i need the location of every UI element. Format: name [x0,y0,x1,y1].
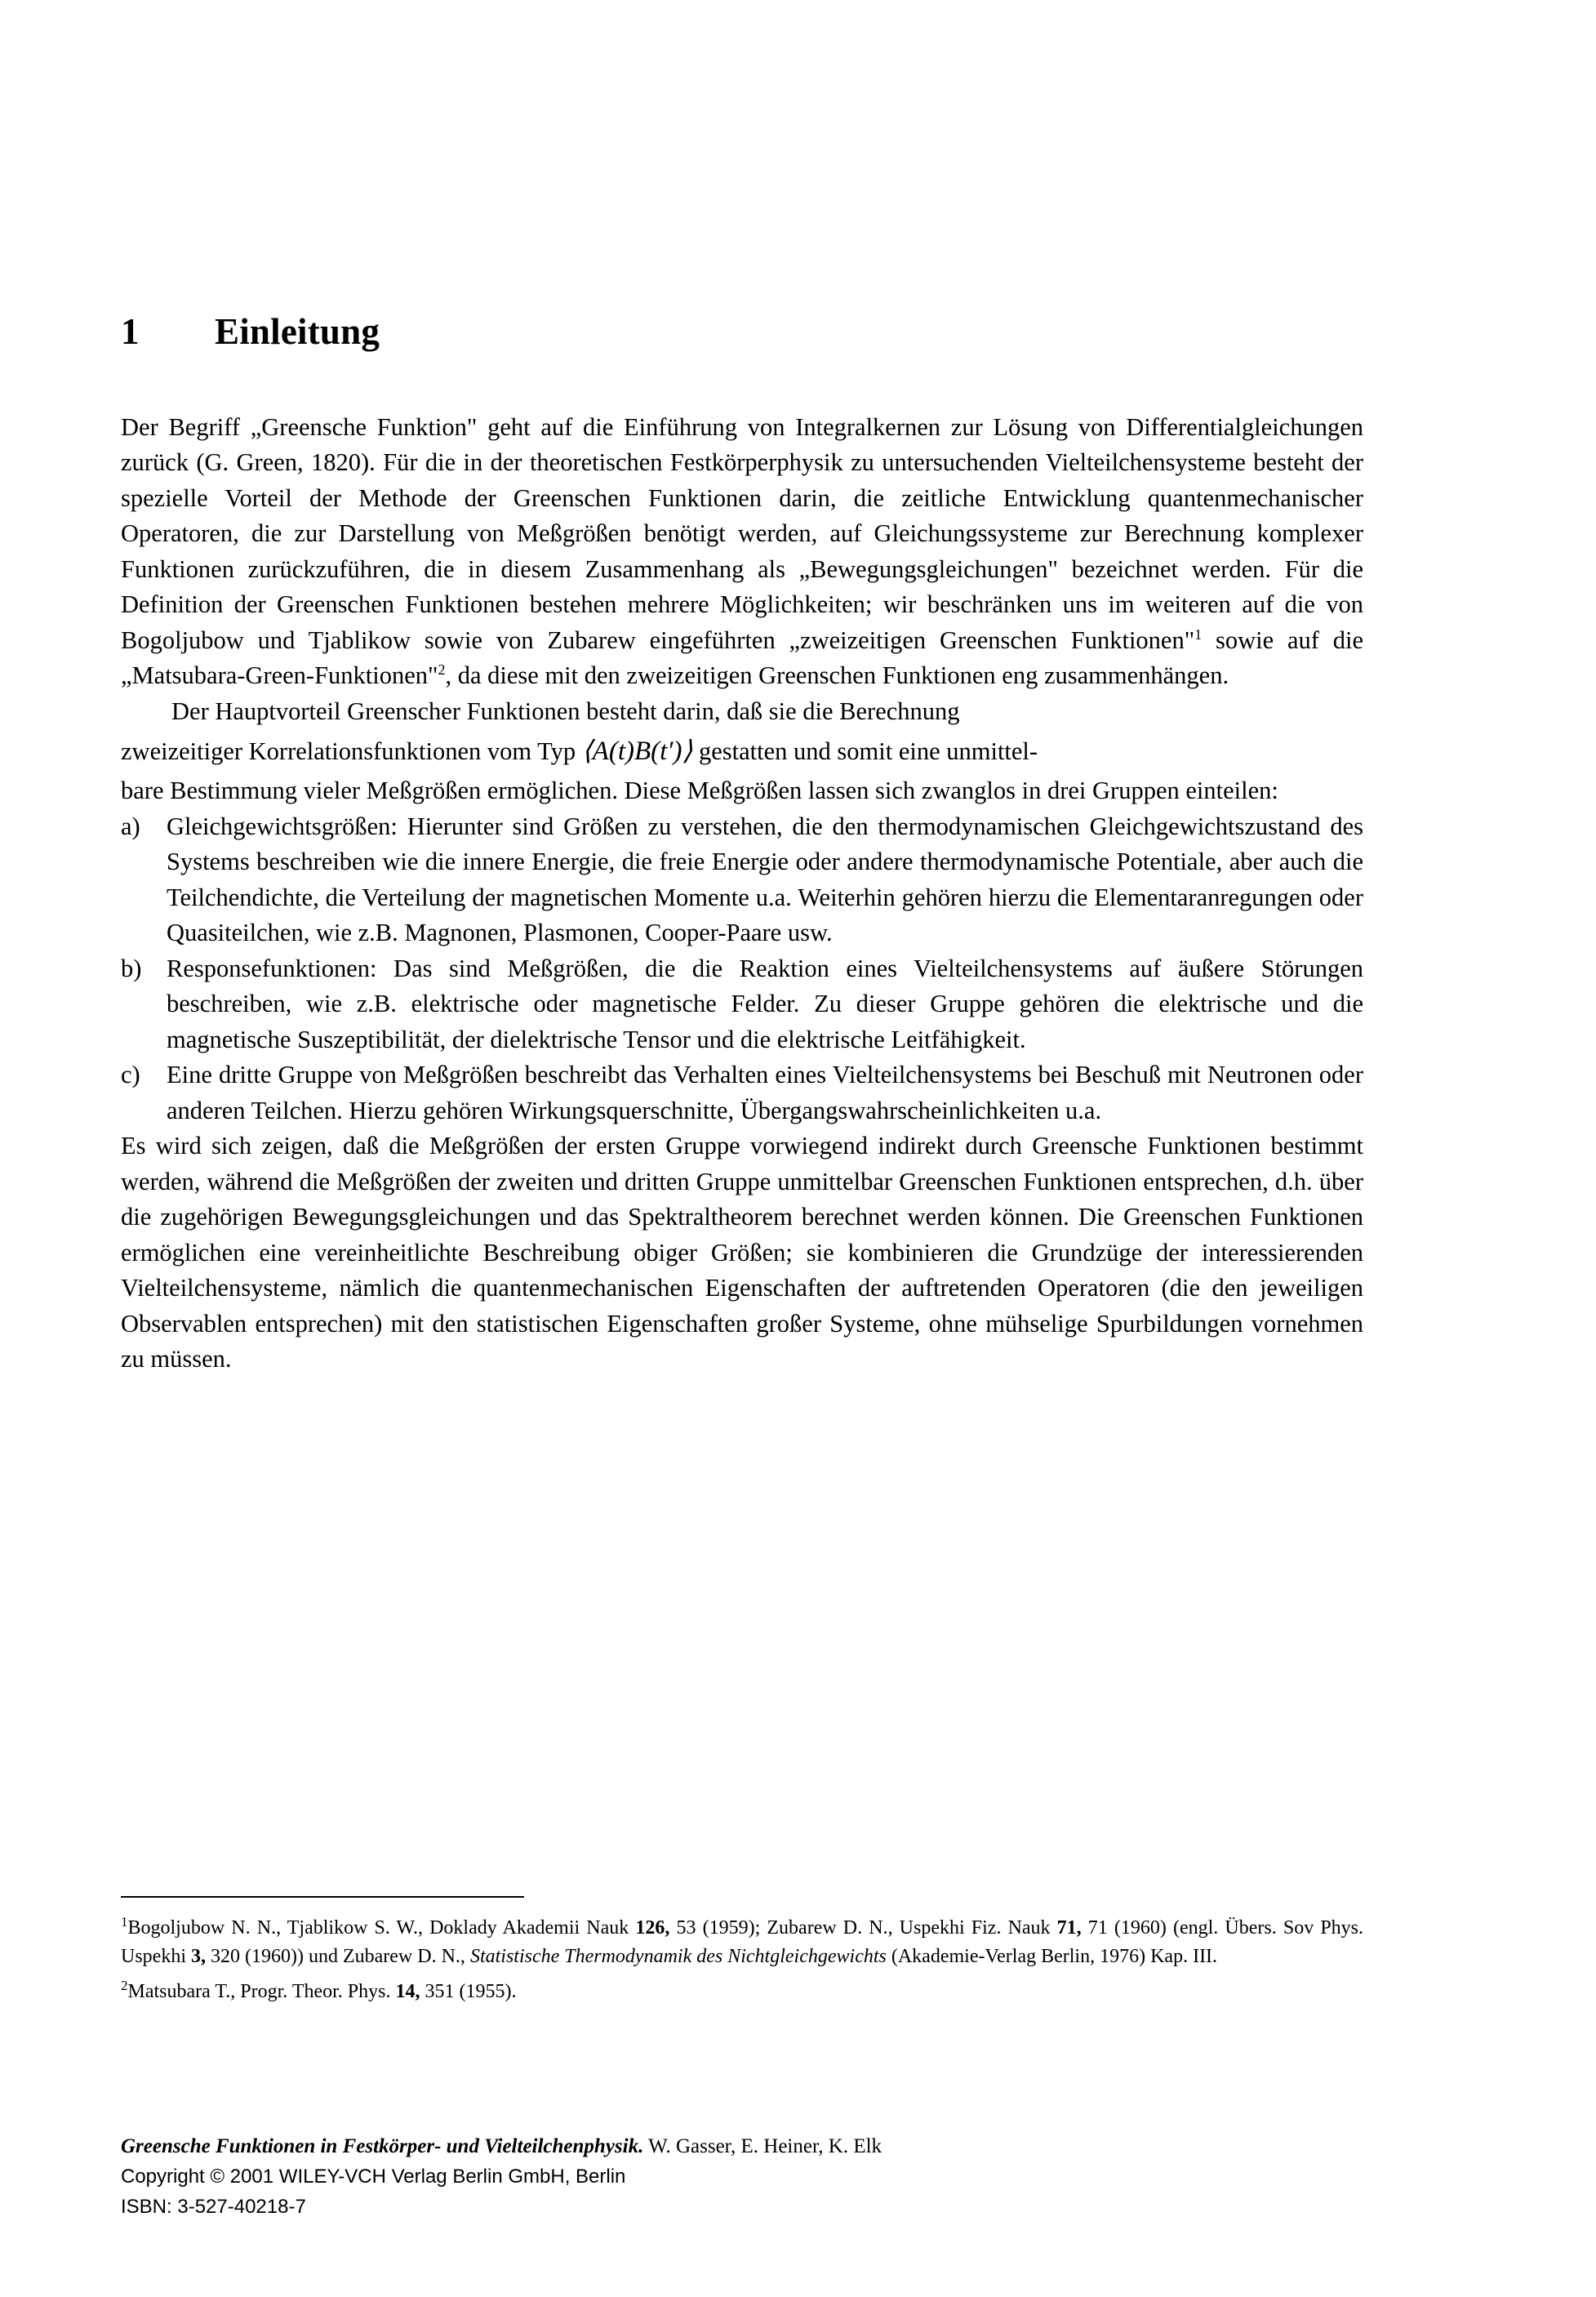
formula-lead-in: zweizeitiger Korrelationsfunktionen vom Typ [121,737,576,765]
footnote-part: 351 (1955). [420,1981,517,2002]
footnote-separator [121,1896,524,1898]
colophon-authors: W. Gasser, E. Heiner, K. Elk [643,2135,882,2157]
footnote-ref-2[interactable]: 2 [438,661,446,678]
page-title [121,312,1363,353]
paragraph-intro-end: , da diese mit den zweizeitigen Greenschen Funktionen eng zusammenhängen. [445,661,1229,689]
inline-formula: ⟨A(t)B(t′)⟩ [581,737,693,766]
footnote-volume: 71, [1056,1917,1082,1939]
list-item [121,951,1363,1058]
list-item-marker: c) [121,1061,140,1088]
list-item-text: Responsefunktionen: Das sind Meßgrößen, die die Reaktion eines Vielteilchensystems auf äußere Störungen beschreiben, wie z.B. elektrische oder magnetische Felder. Zu dieser Gruppe gehören die elektrische und die magnetische Suszeptibilität, der dielektrische Tensor und die elektrische Leitfähigkeit. [167,954,1363,1053]
list-item [121,809,1363,951]
paragraph-hauptvorteil-text: Der Hauptvorteil Greenscher Funktionen besteht darin, daß sie die Berechnung [171,697,960,725]
footnote-volume: 3, [191,1946,206,1967]
list-item-text: Eine dritte Gruppe von Meßgrößen beschreibt das Verhalten eines Vielteilchensystems bei Beschuß mit Neutronen oder anderen Teilchen. Hierzu gehören Wirkungsquerschnitte, Übergangswahrscheinlichkeiten u.a. [167,1061,1363,1124]
footnote-volume: 14, [395,1981,420,2002]
footnote-part: (Akademie-Verlag Berlin, 1976) Kap. III. [891,1946,1218,1967]
chapter-number: 1 [121,311,140,352]
footnote-number: 1 [121,1914,128,1930]
paragraph-hauptvorteil-line1 [121,694,1363,730]
paragraph-formula-line [121,729,1363,773]
list-item-text: Gleichgewichtsgrößen: Hierunter sind Größen zu verstehen, die den thermodynamischen Gleichgewichtszustand des Systems beschreiben wie die innere Energie, die freie Energie oder andere thermodynamische Potentiale, aber auch die Teilchendichte, die Verteilung der magnetischen Momente u.a. Weiterhin gehören hierzu die Elementaranregungen oder Quasiteilchen, wie z.B. Magnonen, Plasmonen, Cooper-Paare usw. [167,812,1363,946]
footnote-2 [121,1971,1363,2006]
footnote-part: Matsubara T., Progr. Theor. Phys. [127,1981,396,2002]
page-content [121,312,1363,1378]
footnote-part: 71 (1960) (engl. Übers. Sov Phys. Uspekhi [121,1917,1363,1967]
paragraph-bare-bestimmung: bare Bestimmung vieler Meßgrößen ermöglichen. Diese Meßgrößen lassen sich zwanglos in drei Gruppen einteilen: [121,777,1278,804]
footnote-2-text [128,1981,517,2002]
footnote-volume: 126, [635,1917,670,1939]
paragraph-conclusion: Es wird sich zeigen, daß die Meßgrößen der ersten Gruppe vorwiegend indirekt durch Greensche Funktionen bestimmt werden, während die Meßgrößen der zweiten und dritten Gruppe unmittelbar Greenschen Funktionen entsprechen, d.h. über die zugehörigen Bewegungsgleichungen und das Spektraltheorem berechnet werden können. Die Greenschen Funktionen ermöglichen eine vereinheitlichte Beschreibung obiger Größen; sie kombinieren die Grundzüge der interessierenden Vielteilchensysteme, nämlich die quantenmechanischen Eigenschaften der auftretenden Operatoren (die den jeweiligen Observablen entsprechen) mit den statistischen Eigenschaften großer Systeme, ohne mühselige Spurbildungen vornehmen zu müssen. [121,1132,1363,1373]
footnote-1 [121,1907,1363,1971]
footnote-1-text [121,1917,1363,1967]
colophon-book-title: Greensche Funktionen in Festkörper- und Vielteilchenphysik. [121,2135,644,2157]
footnote-book-title: Statistische Thermodynamik des Nichtgleichgewichts [469,1946,891,1967]
colophon-isbn: ISBN: 3-527-40218-7 [121,2196,306,2218]
footnotes-block [121,1907,1363,2006]
chapter-title: Einleitung [215,311,380,352]
footnote-part: 53 (1959); Zubarew D. N., Uspekhi Fiz. Nauk [669,1917,1057,1939]
measurement-groups-list [121,809,1363,1129]
list-item-marker: a) [121,812,140,840]
paragraph-intro-text: Der Begriff „Greensche Funktion" geht auf die Einführung von Integralkernen zur Lösung von Differentialgleichungen zurück (G. Green, 1820). Für die in der theoretischen Festkörperphysik zu untersuchenden Vielteilchensysteme besteht der spezielle Vorteil der Methode der Greenschen Funktionen darin, die zeitliche Entwicklung quantenmechanischer Operatoren, die zur Darstellung von Meßgrößen benötigt werden, auf Gleichungssysteme zur Berechnung komplexer Funktionen zurückzuführen, die in diesem Zusammenhang als „Bewegungsgleichungen" bezeichnet werden. Für die Definition der Greenschen Funktionen bestehen mehrere Möglichkeiten; wir beschränken uns im weiteren auf die von Bogoljubow und Tjablikow sowie von Zubarew eingeführten „zweizeitigen Greenschen Funktionen" [121,412,1363,654]
footnote-number: 2 [121,1978,128,1993]
colophon-title-line [121,2131,1363,2161]
colophon-block [121,2131,1363,2222]
list-item [121,1057,1363,1128]
paragraph-intro-cont: sowie auf die „Matsubara-Green-Funktionen" [121,625,1363,689]
list-item-marker: b) [121,954,142,982]
paragraph-intro [121,410,1363,694]
colophon-copyright: Copyright © 2001 WILEY-VCH Verlag Berlin GmbH, Berlin [121,2166,626,2188]
footnote-ref-1[interactable]: 1 [1194,625,1203,643]
footnote-part: 320 (1960)) und Zubarew D. N., [206,1946,470,1967]
footnote-part: Bogoljubow N. N., Tjablikow S. W., Doklady Akademii Nauk [127,1917,636,1939]
formula-trail: gestatten und somit eine unmittel- [699,737,1038,765]
